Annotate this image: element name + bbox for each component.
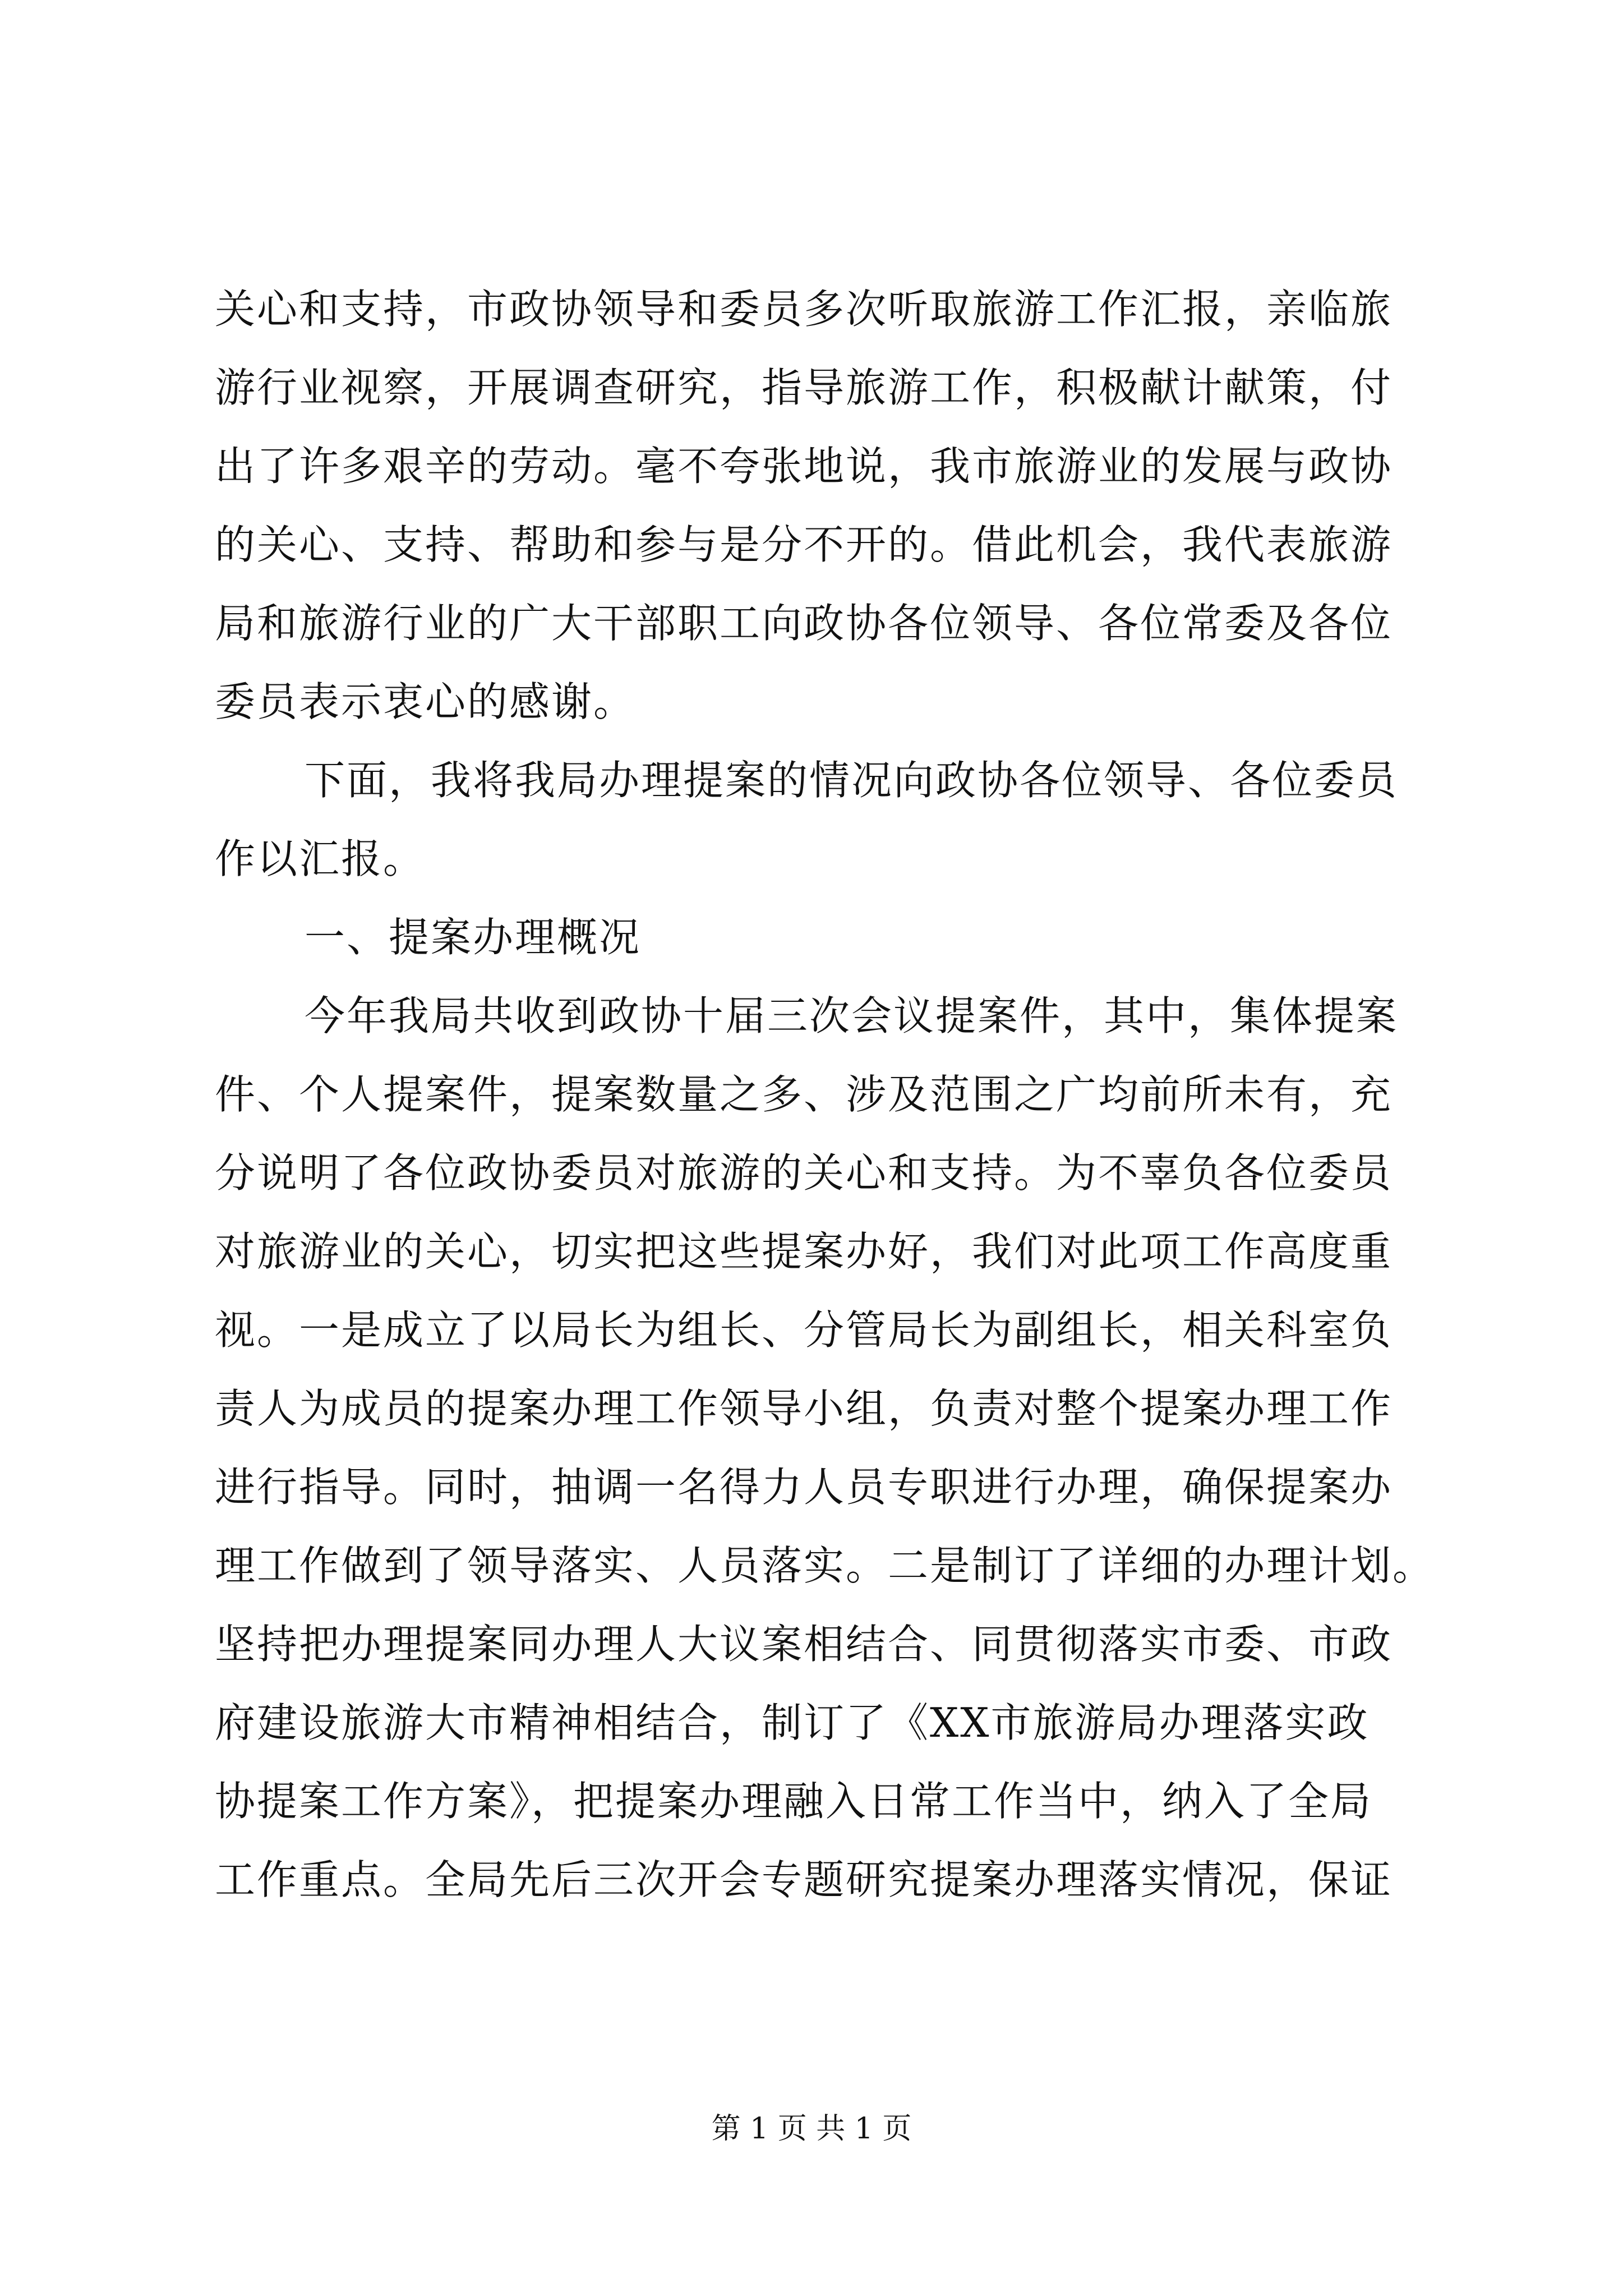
text-line: 委员表示衷心的感谢。 [215,678,636,725]
section-heading: 一、提案办理概况 [305,914,642,961]
text-line: 协提案工作方案》，把提案办理融入日常工作当中，纳入了全局 [215,1778,1373,1825]
text-line: 府建设旅游大市精神相结合，制订了《XX市旅游局办理落实政 [215,1699,1370,1746]
paragraph-first-line: 今年我局共收到政协十届三次会议提案件，其中，集体提案 [305,992,1399,1039]
text-line: 作以汇报。 [215,835,426,882]
paragraph-first-line: 下面，我将我局办理提案的情况向政协各位领导、各位委员 [305,757,1399,804]
page-number-footer: 第 1 页 共 1 页 [711,2112,912,2146]
text-line: 的关心、支持、帮助和参与是分不开的。借此机会，我代表旅游 [215,521,1393,568]
text-line: 关心和支持，市政协领导和委员多次听取旅游工作汇报，亲临旅 [215,286,1393,333]
text-line: 进行指导。同时，抽调一名得力人员专职进行办理，确保提案办 [215,1464,1393,1511]
text-line: 局和旅游行业的广大干部职工向政协各位领导、各位常委及各位 [215,600,1393,647]
text-line: 工作重点。全局先后三次开会专题研究提案办理落实情况，保证 [215,1856,1393,1903]
text-line: 出了许多艰辛的劳动。毫不夸张地说，我市旅游业的发展与政协 [215,443,1393,490]
text-line: 理工作做到了领导落实、人员落实。二是制订了详细的办理计划。 [215,1542,1435,1589]
text-line: 游行业视察，开展调查研究，指导旅游工作，积极献计献策，付 [215,364,1393,411]
text-line: 责人为成员的提案办理工作领导小组，负责对整个提案办理工作 [215,1385,1393,1432]
text-line: 件、个人提案件，提案数量之多、涉及范围之广均前所未有，充 [215,1071,1393,1118]
text-line: 视。一是成立了以局长为组长、分管局长为副组长，相关科室负 [215,1306,1393,1354]
text-line: 分说明了各位政协委员对旅游的关心和支持。为不辜负各位委员 [215,1149,1393,1197]
text-line: 对旅游业的关心，切实把这些提案办好，我们对此项工作高度重 [215,1228,1393,1275]
text-line: 坚持把办理提案同办理人大议案相结合、同贯彻落实市委、市政 [215,1621,1393,1668]
